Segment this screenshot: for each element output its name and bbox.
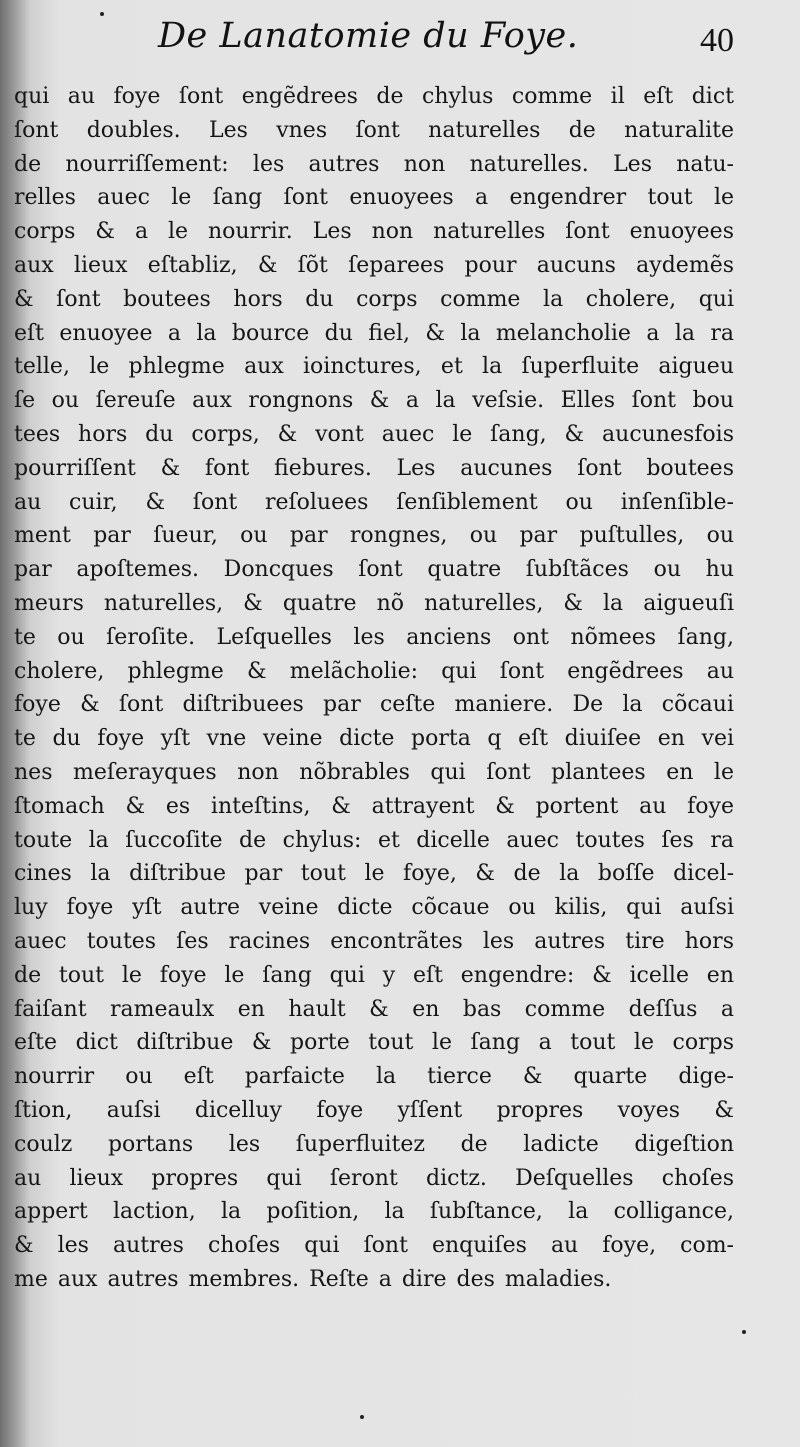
text-line: aux lieux eſtabliz, & ſõt ſeparees pour aucuns aydemẽs (14, 252, 734, 278)
text-line: par apoſtemes. Doncques ſont quatre ſubſtãces ou hu (14, 557, 734, 583)
text-line: qui au foye ſont engẽdrees de chylus comme il eſt dict (14, 84, 734, 109)
text-line: de tout le foye le ſang qui y eſt engendre: & icelle en (14, 962, 734, 988)
page-number: 40 (700, 22, 734, 59)
text-line: telle, le phlegme aux ioinctures, et la ſuperfluite aigueu (14, 354, 734, 380)
text-line: coulz portans les ſuperfluitez de ladicte digeſtion (14, 1131, 734, 1157)
text-line: ment par ſueur, ou par rongnes, ou par puſtulles, ou (14, 523, 734, 549)
ink-speck (742, 1330, 746, 1334)
text-line: te ou ſeroſite. Leſquelles les anciens ont nõmees ſang, (14, 624, 734, 650)
text-line: au lieux propres qui ſeront dictz. Deſquelles choſes (14, 1165, 734, 1191)
text-line: te du foye yſt vne veine dicte porta q eſt diuiſee en vei (14, 726, 734, 752)
text-line: pourriſſent & font fiebures. Les aucunes ſont boutees (14, 455, 734, 481)
text-line: cholere, phlegme & melãcholie: qui ſont engẽdrees au (14, 658, 734, 684)
text-line: relles auec le ſang ſont enuoyees a engendrer tout le (14, 185, 734, 211)
text-line: nes meſerayques non nõbrables qui ſont plantees en le (14, 759, 734, 785)
text-line: & les autres choſes qui ſont enquiſes au foye, com- (14, 1233, 734, 1259)
text-line: appert laction, la poſition, la ſubſtance, la colligance, (14, 1199, 734, 1225)
text-line: toute la ſuccoſite de chylus: et dicelle auec toutes ſes ra (14, 827, 734, 853)
text-line: tees hors du corps, & vont auec le ſang, & aucunesfois (14, 421, 734, 447)
text-line: meurs naturelles, & quatre nõ naturelles, & la aigueuſi (14, 590, 734, 616)
text-line: nourrir ou eſt parfaicte la tierce & quarte dige- (14, 1064, 734, 1090)
text-line: luy foye yſt autre veine dicte cõcaue ou kilis, qui auſsi (14, 895, 734, 921)
text-line: cines la diſtribue par tout le foye, & de la boſſe dicel- (14, 861, 734, 887)
ink-speck (100, 12, 104, 16)
text-line: ſont doubles. Les vnes ſont naturelles de naturalite (14, 117, 734, 143)
text-line: foye & ſont diſtribuees par ceſte maniere. De la cõcaui (14, 692, 734, 718)
text-line: faiſant rameaulx en hault & en bas comme deſſus a (14, 996, 734, 1022)
text-line: eſt enuoyee a la bource du fiel, & la melancholie a la ra (14, 320, 734, 346)
running-title: De Lanatomie du Foye. (158, 16, 579, 56)
text-line: & ſont boutees hors du corps comme la cholere, qui (14, 286, 734, 312)
text-line: ſtomach & es inteſtins, & attrayent & portent au foye (14, 793, 734, 819)
page-header (0, 14, 800, 64)
text-line: ſtion, auſsi dicelluy foye yſſent propres voyes & (14, 1097, 734, 1123)
text-line: corps & a le nourrir. Les non naturelles ſont enuoyees (14, 219, 734, 245)
text-line: me aux autres membres. Reſte a dire des maladies. (14, 1266, 612, 1292)
text-line: ſe ou ſereuſe aux rongnons & a la veſsie. Elles ſont bou (14, 388, 734, 414)
text-line: au cuir, & ſont reſoluees ſenſiblement ou inſenſible- (14, 489, 734, 515)
text-line: auec toutes ſes racines encontrãtes les autres tire hors (14, 928, 734, 954)
body-text (14, 80, 734, 1297)
ink-speck (360, 1415, 364, 1419)
text-line: eſte dict diſtribue & porte tout le ſang a tout le corps (14, 1030, 734, 1056)
text-line: de nourriſſement: les autres non naturelles. Les natu- (14, 151, 734, 177)
